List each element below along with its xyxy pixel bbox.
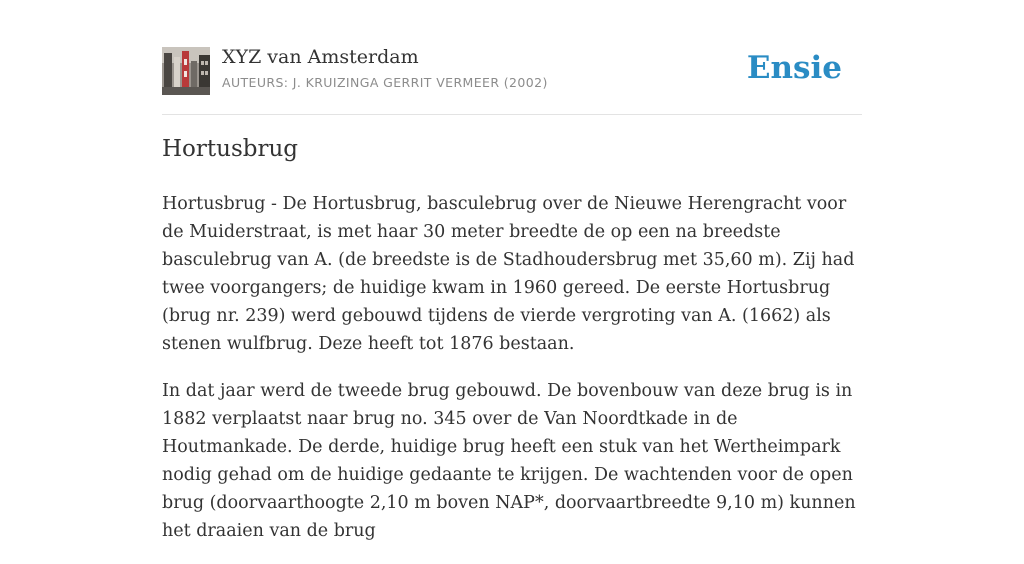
entry-paragraph: Hortusbrug - De Hortusbrug, basculebrug over de Nieuwe Herengracht voor de Muiderstraat, is met haar 30 meter breedte de op een na breedste basculebrug van A. (de breedste is de Stadhoudersbrug met 35,60 m). Zij had twee voorgangers; de huidige kwam in 1960 gereed. De eerste Hortusbrug (brug nr. 239) werd gebouwd tijdens de vierde vergroting van A. (1662) als stenen wulfbrug. Deze heeft tot 1876 bestaan.: [162, 194, 855, 354]
book-authors: AUTEURS: J. KRUIZINGA GERRIT VERMEER (2002): [222, 75, 548, 90]
book-cover-avatar[interactable]: [162, 47, 210, 95]
book-header: [162, 46, 862, 115]
entry-title: Hortusbrug: [162, 136, 299, 162]
ensie-logo-link[interactable]: Ensie: [746, 50, 842, 86]
entry-content: [162, 190, 867, 564]
entry-paragraph: In dat jaar werd de tweede brug gebouwd. De bovenbouw van deze brug is in 1882 verplaatst naar brug no. 345 over de Van Noordtkade in de Houtmankade. De derde, huidige brug heeft een stuk van het Wertheimpark nodig gehad om de huidige gedaante te krijgen. De wachtenden voor de open brug (doorvaarthoogte 2,10 m boven NAP*, doorvaartbreedte 9,10 m) kunnen het draaien van de brug: [162, 381, 856, 541]
book-cover-image: [162, 47, 210, 95]
book-title[interactable]: XYZ van Amsterdam: [222, 46, 419, 68]
